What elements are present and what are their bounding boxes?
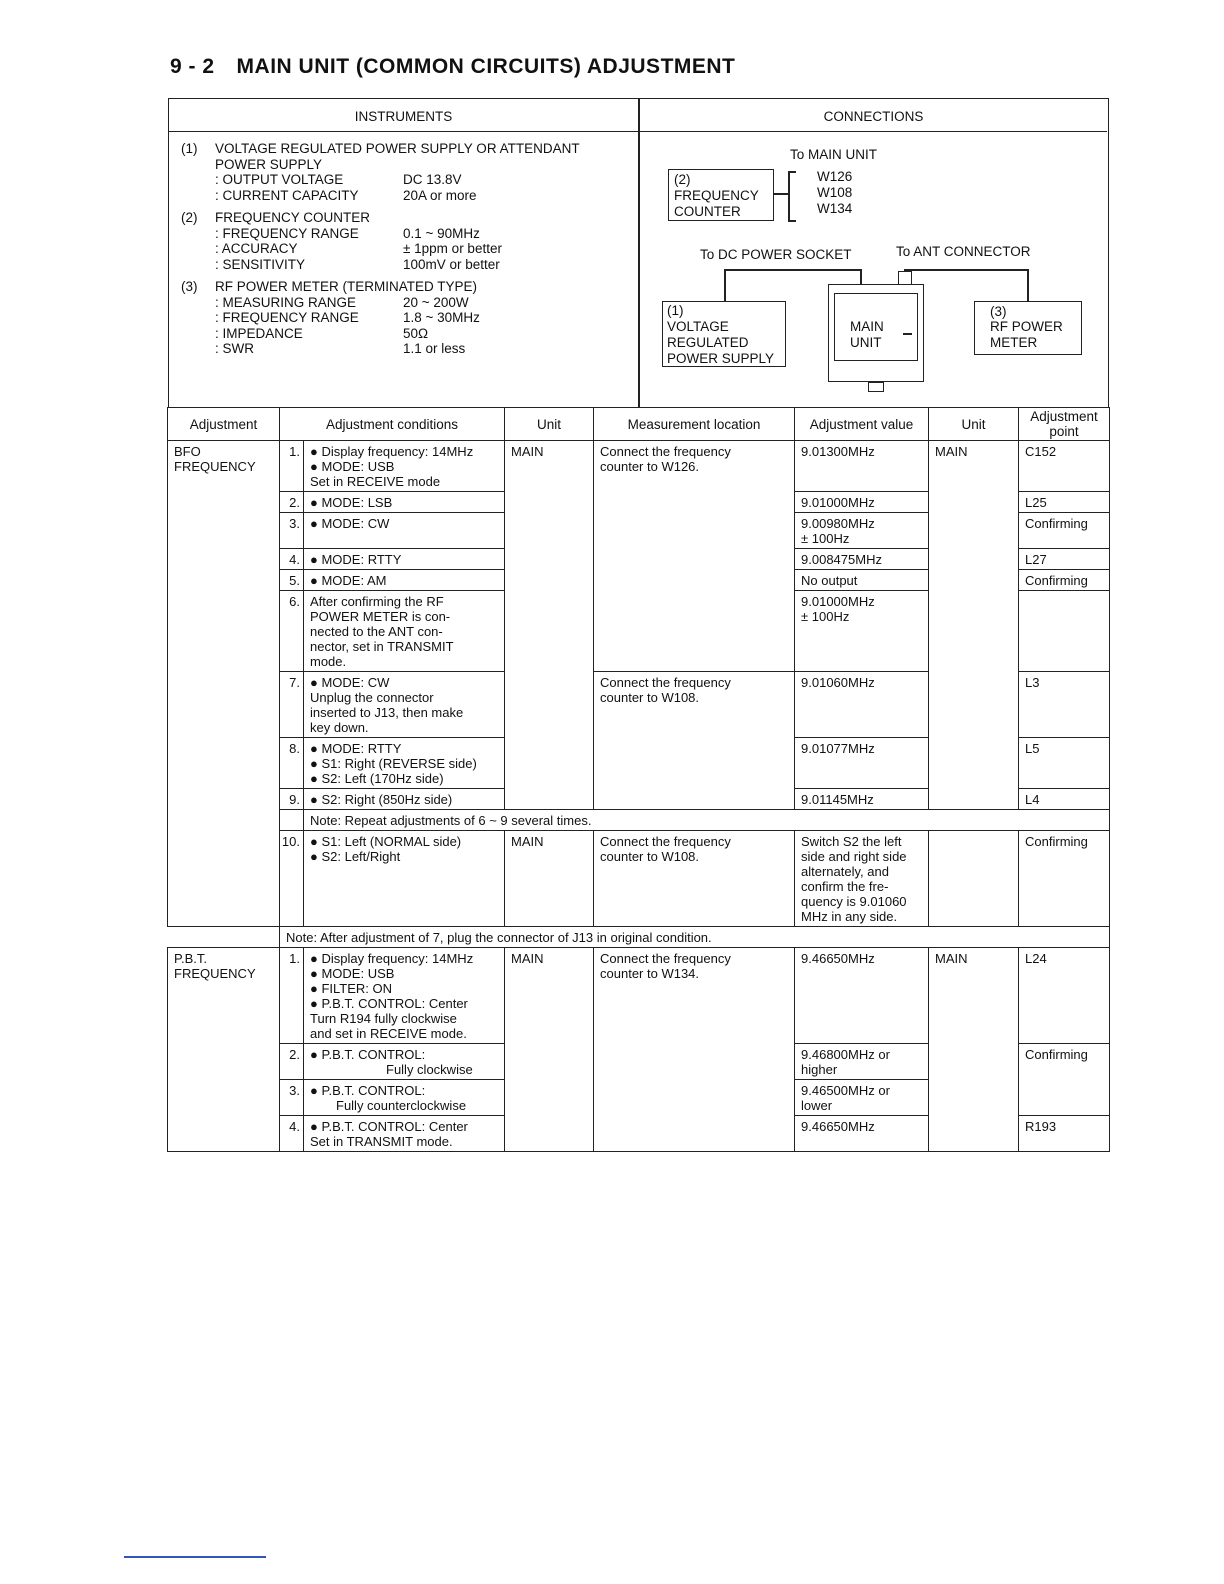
step-number: 5. (280, 570, 304, 591)
step-number: 9. (280, 789, 304, 810)
spec-key: : FREQUENCY RANGE (215, 310, 359, 325)
main-side-tick (903, 333, 912, 335)
section-title: MAIN UNIT (COMMON CIRCUITS) ADJUSTMENT (236, 55, 736, 78)
step-number: 8. (280, 738, 304, 789)
condition: ● S1: Left (NORMAL side) ● S2: Left/Right (304, 831, 505, 927)
adjustment-point: Confirming (1019, 1044, 1110, 1116)
adjustment-value: 9.00980MHz ± 100Hz (795, 513, 929, 549)
counter-label-name: FREQUENCY (674, 188, 759, 203)
adjustment-value: 9.46500MHz or lower (795, 1080, 929, 1116)
adjustment-value: 9.46650MHz (795, 948, 929, 1044)
spec-value: 1.8 ~ 30MHz (403, 310, 480, 325)
spec-row (181, 295, 580, 311)
adjustment-point: L27 (1019, 549, 1110, 570)
instrument-item (181, 210, 580, 272)
measurement-location: Connect the frequency counter to W126. (594, 441, 795, 672)
item-number: (1) (181, 141, 198, 156)
spec-value: 20A or more (403, 187, 477, 203)
note: Note: Repeat adjustments of 6 ~ 9 several times. (304, 810, 1110, 831)
adjustment-point: L5 (1019, 738, 1110, 789)
adjustment-point: Confirming (1019, 570, 1110, 591)
instrument-name: VOLTAGE REGULATED POWER SUPPLY OR ATTENDANT (215, 141, 580, 156)
unit2: MAIN (929, 948, 1019, 1152)
instrument-item (181, 141, 580, 203)
condition: ● Display frequency: 14MHz ● MODE: USB Set in RECEIVE mode (304, 441, 505, 492)
col-conditions: Adjustment conditions (280, 408, 505, 441)
col-unit2: Unit (929, 408, 1019, 441)
adjustment-value: 9.46800MHz or higher (795, 1044, 929, 1080)
instruments-connections-box (168, 98, 1109, 408)
adjustment-value: Switch S2 the left side and right side alternately, and confirm the fre- quency is 9.01060 MHz in any side. (795, 831, 929, 927)
spec-row (181, 257, 580, 273)
instrument-name-cont: POWER SUPPLY (215, 156, 323, 172)
condition: ● MODE: RTTY ● S1: Right (REVERSE side) ● S2: Left (170Hz side) (304, 738, 505, 789)
spec-key: : ACCURACY (215, 241, 298, 256)
section-number: 9 - 2 (170, 55, 215, 78)
instruments-header: INSTRUMENTS (169, 99, 638, 132)
psu-label-2: REGULATED (667, 335, 749, 350)
col-value: Adjustment value (795, 408, 929, 441)
condition: ● S2: Right (850Hz side) (304, 789, 505, 810)
spec-key: : SENSITIVITY (215, 256, 306, 272)
dc-wire (724, 269, 860, 271)
col-adjustment: Adjustment (168, 408, 280, 441)
counter-bus (788, 171, 790, 221)
connection-diagram (640, 133, 1108, 407)
condition-line: ● P.B.T. CONTROL: (310, 1047, 426, 1062)
step-number: 4. (280, 1116, 304, 1152)
ant-wire (904, 269, 1028, 271)
adjustment-point (1019, 591, 1110, 672)
measurement-location: Connect the frequency counter to W134. (594, 948, 795, 1152)
meter-label-num: (3) (990, 304, 1007, 319)
table-row (168, 441, 1110, 492)
adjustment-table (167, 407, 1110, 1152)
adjustment-point: L4 (1019, 789, 1110, 810)
ant-wire-drop (1027, 269, 1029, 301)
spec-key: : SWR (215, 341, 254, 356)
adjustment-name: P.B.T. FREQUENCY (168, 948, 280, 1152)
condition: After confirming the RF POWER METER is con- nected to the ANT con- nector, set in TRANSMIT mode. (304, 591, 505, 672)
condition-line: Fully clockwise (386, 1062, 473, 1077)
adjustment-value: 9.01145MHz (795, 789, 929, 810)
spec-value: 0.1 ~ 90MHz (403, 225, 480, 241)
spec-row (181, 326, 580, 342)
col-location: Measurement location (594, 408, 795, 441)
spec-key: : FREQUENCY RANGE (215, 225, 359, 241)
connections-header: CONNECTIONS (640, 99, 1107, 132)
condition (304, 1044, 505, 1080)
counter-label-name2: COUNTER (674, 204, 741, 219)
condition (304, 1080, 505, 1116)
step-number: 2. (280, 492, 304, 513)
col-point: Adjustment point (1019, 408, 1110, 441)
to-main-unit-label: To MAIN UNIT (790, 147, 878, 162)
footer-rule (124, 1556, 266, 1558)
step-number: 2. (280, 1044, 304, 1080)
adjustment-point: C152 (1019, 441, 1110, 492)
point-w108: W108 (817, 185, 853, 200)
note-row (168, 810, 1110, 831)
condition: ● MODE: LSB (304, 492, 505, 513)
unit2: MAIN (929, 441, 1019, 810)
note-name-spacer (168, 927, 280, 948)
step-number: 7. (280, 672, 304, 738)
condition: ● MODE: AM (304, 570, 505, 591)
meter-label-2: METER (990, 335, 1038, 350)
spec-key: : OUTPUT VOLTAGE (215, 172, 344, 187)
spec-key: : IMPEDANCE (215, 325, 303, 341)
adjustment-point: L25 (1019, 492, 1110, 513)
counter-label-num: (2) (674, 172, 691, 187)
step-number: 1. (280, 441, 304, 492)
note-spacer (280, 810, 304, 831)
unit2-empty (929, 831, 1019, 927)
spec-value: 100mV or better (403, 256, 500, 272)
step-number: 4. (280, 549, 304, 570)
dc-wire-drop (860, 269, 862, 285)
instrument-item (181, 279, 580, 357)
step-number: 1. (280, 948, 304, 1044)
measurement-location: Connect the frequency counter to W108. (594, 831, 795, 927)
adjustment-point: Confirming (1019, 513, 1110, 549)
instruments-list (181, 141, 580, 364)
ant-connector (898, 271, 912, 285)
spec-key: : MEASURING RANGE (215, 294, 357, 310)
adjustment-value: 9.01060MHz (795, 672, 929, 738)
table-row (168, 948, 1110, 1044)
adjustment-point: R193 (1019, 1116, 1110, 1152)
adjustment-value: No output (795, 570, 929, 591)
main-unit-foot (868, 382, 884, 392)
col-unit: Unit (505, 408, 594, 441)
adjustment-value: 9.46650MHz (795, 1116, 929, 1152)
adjustment-value: 9.01000MHz ± 100Hz (795, 591, 929, 672)
condition: ● P.B.T. CONTROL: Center Set in TRANSMIT mode. (304, 1116, 505, 1152)
condition: ● MODE: CW (304, 513, 505, 549)
spec-value: ± 1ppm or better (403, 241, 502, 256)
spec-row (181, 172, 580, 188)
step-number: 3. (280, 1080, 304, 1116)
psu-wire (724, 269, 726, 301)
item-number: (3) (181, 279, 198, 294)
spec-row (181, 341, 580, 357)
psu-label-3: POWER SUPPLY (667, 351, 775, 366)
spec-value: 20 ~ 200W (403, 294, 469, 310)
condition-line: ● P.B.T. CONTROL: (310, 1083, 426, 1098)
condition: ● MODE: RTTY (304, 549, 505, 570)
step-number: 10. (280, 831, 304, 927)
spec-value: 50Ω (403, 325, 429, 341)
adjustment-point: Confirming (1019, 831, 1110, 927)
instrument-name: FREQUENCY COUNTER (215, 210, 371, 225)
adjustment-name: BFO FREQUENCY (168, 441, 280, 927)
unit: MAIN (505, 948, 594, 1152)
note: Note: After adjustment of 7, plug the connector of J13 in original condition. (280, 927, 1110, 948)
to-dc-socket-label: To DC POWER SOCKET (700, 247, 852, 262)
table-row (168, 831, 1110, 927)
spec-row (181, 226, 580, 242)
condition: ● MODE: CW Unplug the connector inserted to J13, then make key down. (304, 672, 505, 738)
counter-wire (774, 193, 788, 195)
adjustment-value: 9.008475MHz (795, 549, 929, 570)
step-number: 6. (280, 591, 304, 672)
bus-tick (788, 220, 796, 222)
bus-tick (788, 171, 796, 173)
condition: ● Display frequency: 14MHz ● MODE: USB ● FILTER: ON ● P.B.T. CONTROL: Center Turn R194 fully clockwise and set in RECEIVE mode. (304, 948, 505, 1044)
point-w126: W126 (817, 169, 853, 184)
note-row (168, 927, 1110, 948)
psu-label-1: VOLTAGE (667, 319, 729, 334)
condition-line: Fully counterclockwise (336, 1098, 467, 1113)
measurement-location: Connect the frequency counter to W108. (594, 672, 795, 810)
psu-label-num: (1) (667, 303, 684, 318)
spec-row (181, 188, 580, 204)
unit: MAIN (505, 441, 594, 810)
adjustment-point: L3 (1019, 672, 1110, 738)
main-label-1: MAIN (850, 319, 884, 334)
point-w134: W134 (817, 201, 853, 216)
main-label-2: UNIT (850, 335, 882, 350)
adjustment-value: 9.01077MHz (795, 738, 929, 789)
spec-value: DC 13.8V (403, 172, 462, 187)
spec-row (181, 241, 580, 257)
meter-label-1: RF POWER (990, 319, 1063, 334)
step-number: 3. (280, 513, 304, 549)
spec-value: 1.1 or less (403, 341, 466, 356)
unit: MAIN (505, 831, 594, 927)
table-header-row (168, 408, 1110, 441)
adjustment-value: 9.01300MHz (795, 441, 929, 492)
page-title (170, 55, 735, 79)
to-ant-connector-label: To ANT CONNECTOR (896, 244, 1031, 259)
adjustment-point: L24 (1019, 948, 1110, 1044)
spec-row (181, 310, 580, 326)
instrument-name: RF POWER METER (TERMINATED TYPE) (215, 279, 478, 294)
item-number: (2) (181, 210, 198, 225)
adjustment-value: 9.01000MHz (795, 492, 929, 513)
spec-key: : CURRENT CAPACITY (215, 187, 359, 203)
